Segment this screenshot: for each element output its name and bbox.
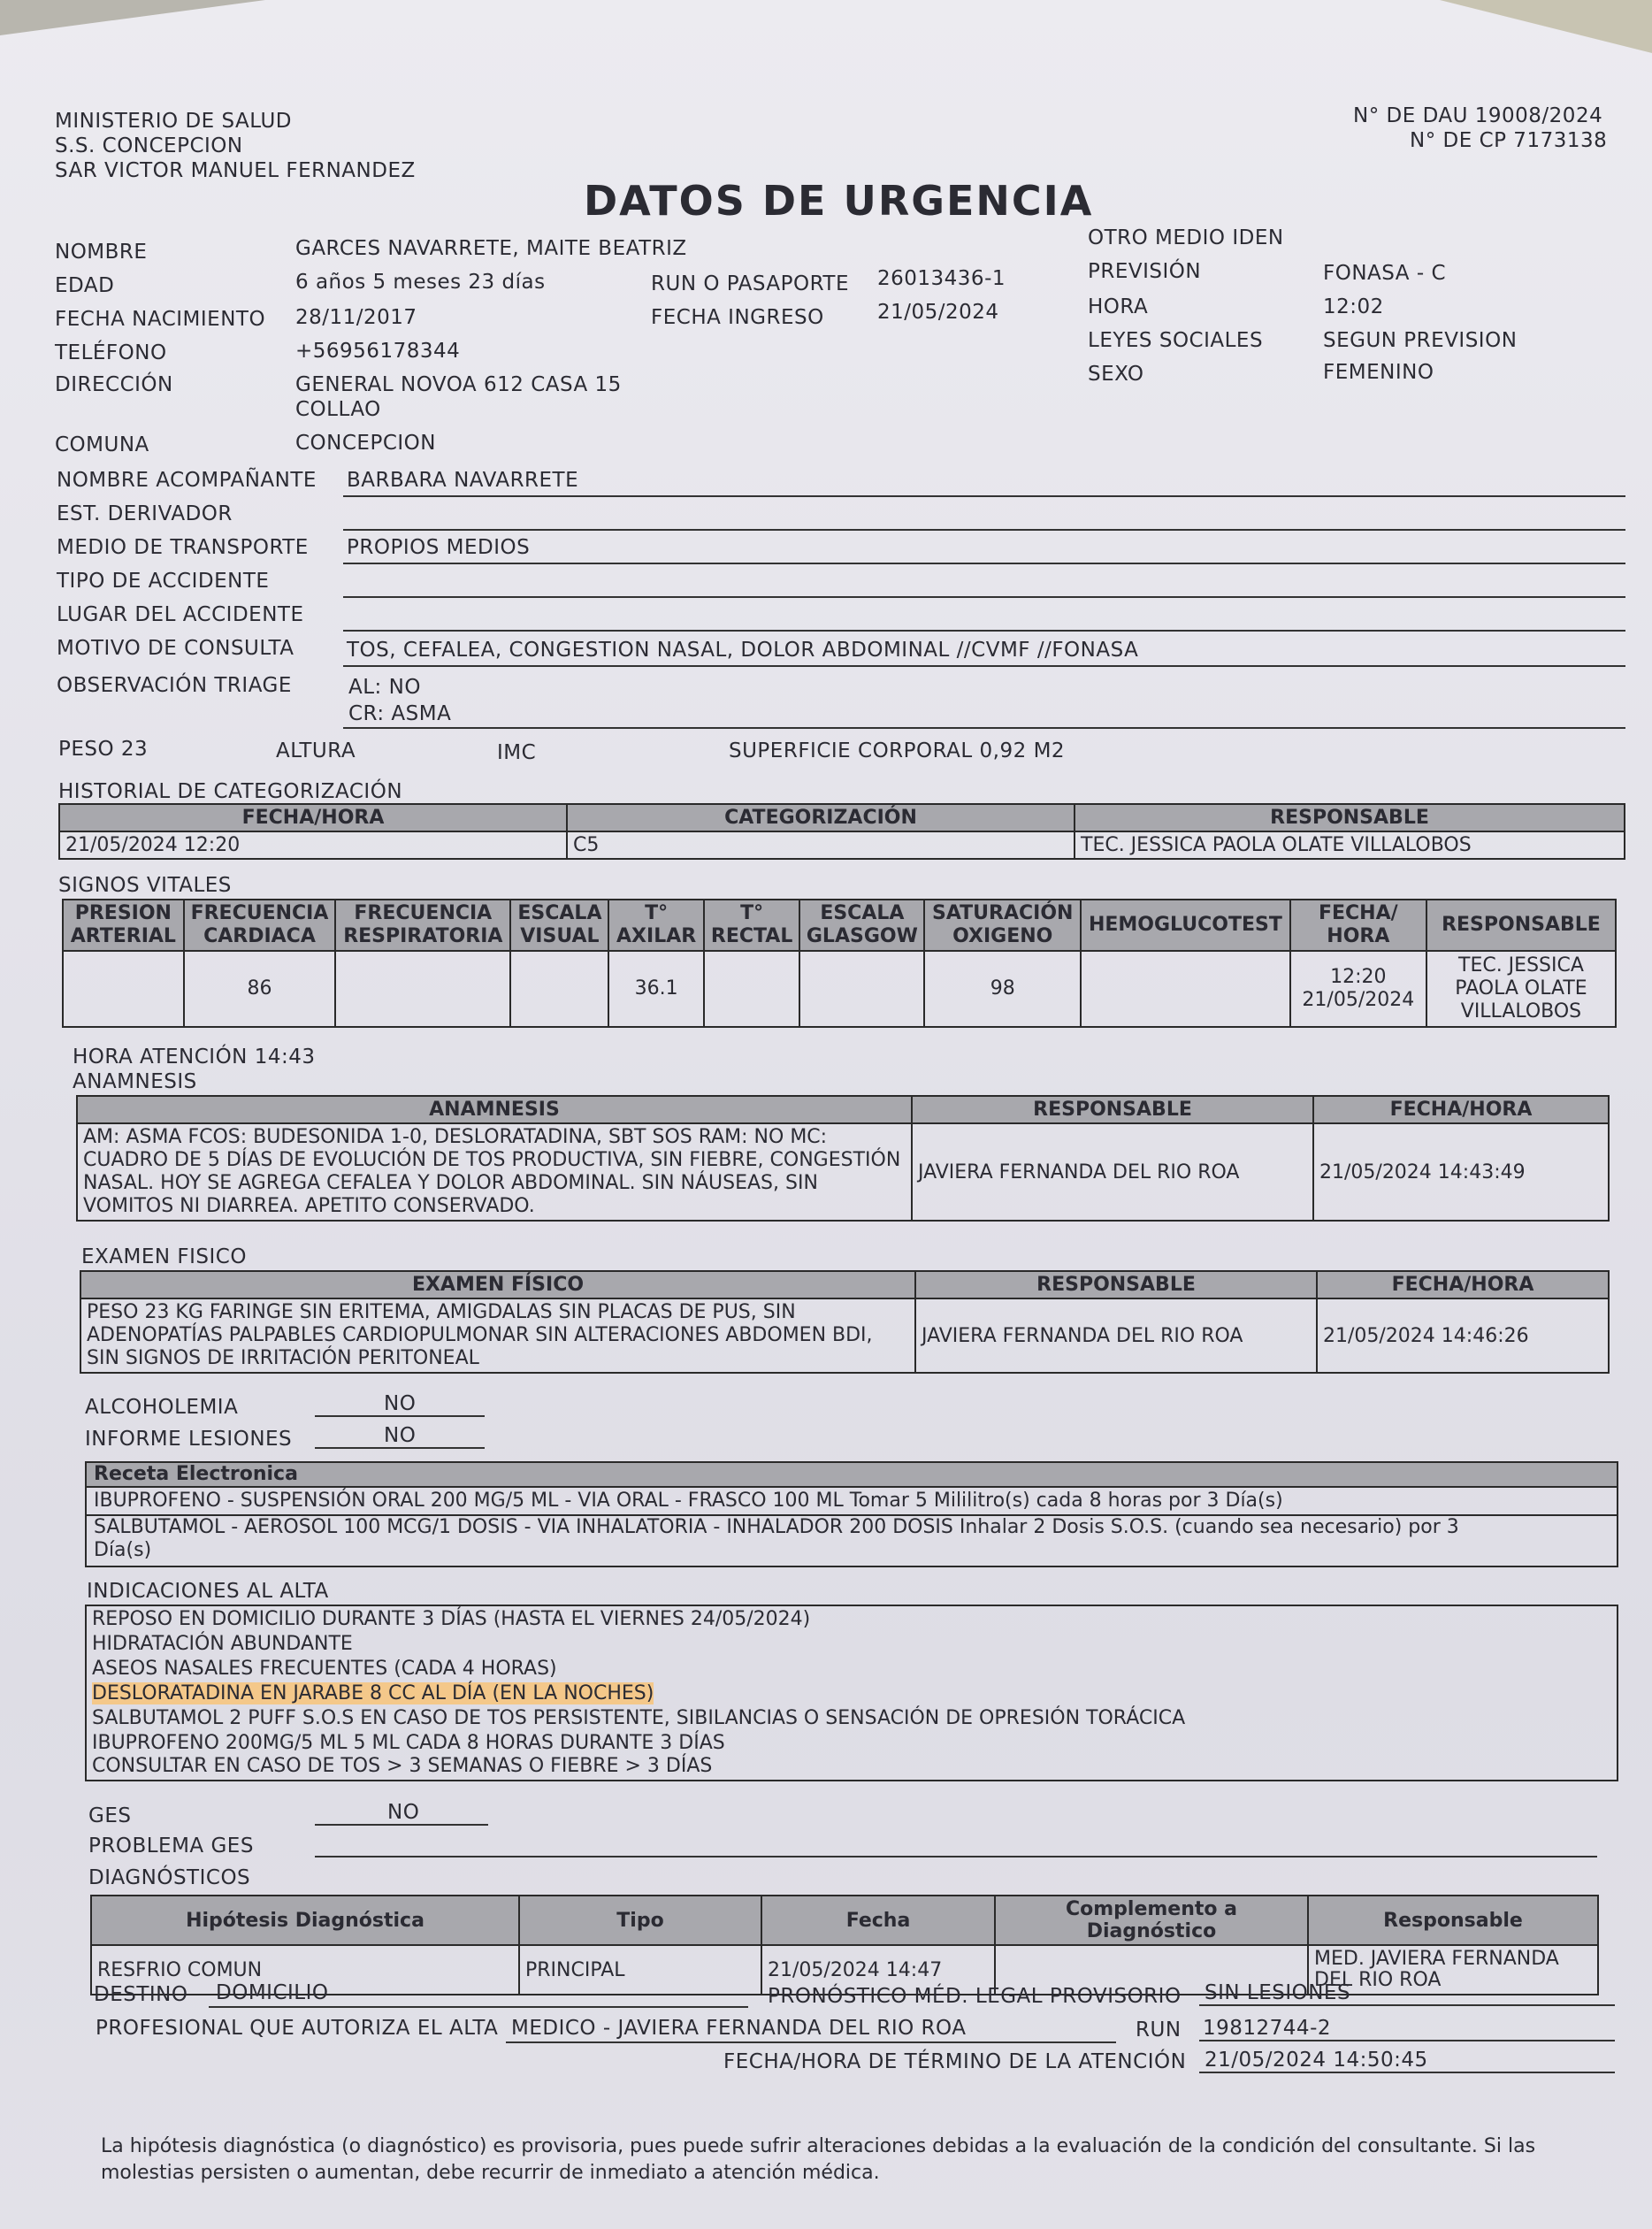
col-header: Fecha [761,1896,995,1945]
indicacion-line: IBUPROFENO 200MG/5 ML 5 ML CADA 8 HORAS DURANTE 3 DÍAS [92,1732,725,1754]
table-cell: 12:20 21/05/2024 [1290,951,1426,1027]
categorizacion-section: HISTORIAL DE CATEGORIZACIÓN [58,780,403,803]
lesiones-label: INFORME LESIONES [85,1428,293,1451]
run-alta-label: RUN [1136,2018,1182,2041]
col-header: FECHA/HORA [1313,1096,1609,1123]
altura: ALTURA [276,739,356,762]
direccion-value: GENERAL NOVOA 612 CASA 15 [295,373,622,396]
pronostico-value: SIN LESIONES [1205,1981,1351,2004]
page-corner [1440,0,1652,53]
imc: IMC [497,741,537,764]
table-cell: C5 [567,831,1075,859]
examen-text: PESO 23 KG FARINGE SIN ERITEMA, AMIGDALAS SIN PLACAS DE PUS, SIN ADENOPATÍAS PALPABLES CARDIOPULMONAR SIN ALTERACIONES ABDOMEN BDI, SIN SIGNOS DE IRRITACIÓN PERITONEAL [80,1298,915,1373]
field-underline [315,1447,485,1449]
anamnesis-responsable: JAVIERA FERNANDA DEL RIO ROA [912,1123,1313,1221]
fingreso-value: 21/05/2024 [877,301,999,324]
field-underline [343,630,1625,632]
telefono-label: TELÉFONO [55,341,167,364]
lesiones-value: NO [384,1424,417,1447]
table-cell: 21/05/2024 14:47 [761,1945,995,1995]
col-header: ANAMNESIS [77,1096,912,1123]
dau-number: N° DE DAU 19008/2024 [1353,104,1603,127]
col-header: FECHA/HORA [1317,1271,1609,1298]
diagnosticos-table [90,1895,1599,1995]
table-cell [704,951,800,1027]
col-header: Hipótesis Diagnóstica [91,1896,519,1945]
hora-label: HORA [1088,295,1149,318]
anamnesis-text: AM: ASMA FCOS: BUDESONIDA 1-0, DESLORATADINA, SBT SOS RAM: NO MC: CUADRO DE 5 DÍAS DE EVOLUCIÓN DE TOS PRODUCTIVA, SIN FIEBRE, CONGESTIÓN NASAL. HOY SE AGREGA CEFALEA Y DOLOR ABDOMINAL. SIN NÁUSEAS, SIN VOMITOS NI DIARREA. APETITO CONSERVADO. [77,1123,912,1221]
table-cell: RESFRIO COMUN [91,1945,519,1995]
leyes-value: SEGUN PREVISION [1323,329,1518,352]
col-header: FRECUENCIA CARDIACA [184,900,336,951]
prevision-label: PREVISIÓN [1088,260,1202,283]
anamnesis-fecha: 21/05/2024 14:43:49 [1313,1123,1609,1221]
examen-responsable: JAVIERA FERNANDA DEL RIO ROA [915,1298,1317,1373]
table-cell: 86 [184,951,336,1027]
cp-number: N° DE CP 7173138 [1410,129,1608,152]
table-cell [63,951,184,1027]
direccion-value-2: COLLAO [295,398,381,421]
receta-item: IBUPROFENO - SUSPENSIÓN ORAL 200 MG/5 ML - VIA ORAL - FRASCO 100 ML Tomar 5 Mililitro(s) cada 8 horas por 3 Día(s) [94,1490,1283,1512]
edad-value: 6 años 5 meses 23 días [295,271,546,294]
fingreso-label: FECHA INGRESO [651,306,824,329]
examen-section: EXAMEN FISICO [81,1245,247,1268]
table-cell: PRINCIPAL [519,1945,761,1995]
field-underline [315,1856,1597,1858]
nombre-label: NOMBRE [55,241,148,264]
col-header: SATURACIÓN OXIGENO [924,900,1081,951]
col-header: EXAMEN FÍSICO [80,1271,915,1298]
field-underline [209,2006,748,2008]
profesional-value: MEDICO - JAVIERA FERNANDA DEL RIO ROA [511,2017,967,2040]
field-underline [343,495,1625,497]
alcoholemia-label: ALCOHOLEMIA [85,1396,239,1419]
transporte-label: MEDIO DE TRANSPORTE [57,536,309,559]
table-cell [1081,951,1290,1027]
prevision-value: FONASA - C [1323,262,1447,285]
col-header: Tipo [519,1896,761,1945]
field-underline [1199,2040,1615,2041]
edad-label: EDAD [55,274,115,297]
ges-value: NO [387,1801,420,1824]
transporte-value: PROPIOS MEDIOS [347,536,531,559]
pronostico-label: PRONÓSTICO MÉD. LEGAL PROVISORIO [768,1985,1182,2008]
direccion-label: DIRECCIÓN [55,373,173,396]
col-header: RESPONSABLE [912,1096,1313,1123]
lugar-accidente-label: LUGAR DEL ACCIDENTE [57,603,304,626]
indicacion-line: CONSULTAR EN CASO DE TOS > 3 SEMANAS O FIEBRE > 3 DÍAS [92,1755,713,1777]
fnac-value: 28/11/2017 [295,306,417,329]
triage-value-2: CR: ASMA [348,702,452,725]
fnac-label: FECHA NACIMIENTO [55,308,266,331]
indicacion-line-highlighted: DESLORATADINA EN JARABE 8 CC AL DÍA (EN LA NOCHES) [92,1682,654,1704]
receta-item: Día(s) [94,1539,152,1561]
indicacion-line: ASEOS NASALES FRECUENTES (CADA 4 HORAS) [92,1658,557,1680]
col-header: Responsable [1308,1896,1598,1945]
field-underline [343,665,1625,667]
col-header: HEMOGLUCOTEST [1081,900,1290,951]
signos-section: SIGNOS VITALES [58,874,232,897]
col-header: FRECUENCIA RESPIRATORIA [335,900,510,951]
sexo-value: FEMENINO [1323,361,1434,384]
comuna-label: COMUNA [55,433,149,456]
col-header: T° RECTAL [704,900,800,951]
field-underline [1199,2004,1615,2006]
receta-header: Receta Electronica [87,1463,1617,1488]
motivo-value: TOS, CEFALEA, CONGESTION NASAL, DOLOR ABDOMINAL //CVMF //FONASA [347,639,1139,662]
profesional-label: PROFESIONAL QUE AUTORIZA EL ALTA [96,2017,499,2040]
receta-box [85,1461,1618,1567]
table-cell: 98 [924,951,1081,1027]
col-header: CATEGORIZACIÓN [567,804,1075,831]
comuna-value: CONCEPCION [295,432,436,455]
table-cell [510,951,608,1027]
field-underline [343,529,1625,531]
indicacion-line: SALBUTAMOL 2 PUFF S.O.S EN CASO DE TOS PERSISTENTE, SIBILANCIAS O SENSACIÓN DE OPRESIÓN TORÁCICA [92,1707,1186,1729]
org-line: S.S. CONCEPCION [55,134,243,157]
field-underline [343,596,1625,598]
diagnosticos-section: DIAGNÓSTICOS [88,1866,251,1889]
destino-label: DESTINO [94,1983,188,2006]
sexo-label: SEXO [1088,363,1144,386]
hora-value: 12:02 [1323,295,1384,318]
col-header: T° AXILAR [608,900,703,951]
motivo-label: MOTIVO DE CONSULTA [57,637,294,660]
org-line: SAR VICTOR MANUEL FERNANDEZ [55,159,416,182]
termino-label: FECHA/HORA DE TÉRMINO DE LA ATENCIÓN [723,2050,1187,2073]
table-cell: 21/05/2024 12:20 [59,831,567,859]
col-header: FECHA/HORA [59,804,567,831]
org-line: MINISTERIO DE SALUD [55,110,293,133]
indicacion-line: HIDRATACIÓN ABUNDANTE [92,1633,353,1655]
col-header: RESPONSABLE [1426,900,1616,951]
col-header: ESCALA VISUAL [510,900,608,951]
anamnesis-table [76,1095,1610,1222]
acompanante-value: BARBARA NAVARRETE [347,469,579,492]
tipo-accidente-label: TIPO DE ACCIDENTE [57,570,270,593]
indicacion-line: REPOSO EN DOMICILIO DURANTE 3 DÍAS (HASTA EL VIERNES 24/05/2024) [92,1608,811,1630]
field-underline [315,1415,485,1417]
col-header: RESPONSABLE [1075,804,1625,831]
table-cell: MED. JAVIERA FERNANDA DEL RIO ROA [1308,1945,1598,1995]
acompanante-label: NOMBRE ACOMPAÑANTE [57,469,317,492]
nombre-value: GARCES NAVARRETE, MAITE BEATRIZ [295,237,687,260]
table-cell: 36.1 [608,951,703,1027]
col-header: Complemento a Diagnóstico [995,1896,1308,1945]
footer-disclaimer: La hipótesis diagnóstica (o diagnóstico) es provisoria, pues puede sufrir alteraciones debidas a la evaluación de la condición del consultante. Si las molestias persisten o aumentan, debe recurrir de inmediato a atención médica. [101,2135,1536,2184]
field-underline [1199,2072,1615,2073]
table-cell: TEC. JESSICA PAOLA OLATE VILLALOBOS [1426,951,1616,1027]
indicaciones-section: INDICACIONES AL ALTA [87,1580,329,1603]
destino-value: DOMICILIO [216,1981,329,2004]
alcoholemia-value: NO [384,1392,417,1415]
examen-fecha: 21/05/2024 14:46:26 [1317,1298,1609,1373]
receta-item: SALBUTAMOL - AEROSOL 100 MCG/1 DOSIS - VIA INHALATORIA - INHALADOR 200 DOSIS Inhalar 2 Dosis S.O.S. (cuando sea necesario) por 3 [94,1516,1459,1538]
table-cell: TEC. JESSICA PAOLA OLATE VILLALOBOS [1075,831,1625,859]
termino-value: 21/05/2024 14:50:45 [1205,2049,1428,2072]
signos-vitales-table [62,899,1617,1028]
ges-label: GES [88,1804,132,1827]
page-corner [0,0,265,35]
examen-table [80,1270,1610,1374]
triage-value: AL: NO [348,676,421,699]
col-header: ESCALA GLASGOW [799,900,924,951]
page-title: DATOS DE URGENCIA [584,177,1094,225]
leyes-label: LEYES SOCIALES [1088,329,1264,352]
indicaciones-box [85,1605,1618,1781]
table-cell [335,951,510,1027]
field-underline [315,1824,488,1826]
field-underline [343,727,1625,729]
table-cell [799,951,924,1027]
derivador-label: EST. DERIVADOR [57,502,233,525]
run-label: RUN O PASAPORTE [651,272,850,295]
telefono-value: +56956178344 [295,340,461,363]
run-value: 26013436-1 [877,267,1006,290]
problema-ges-label: PROBLEMA GES [88,1835,254,1858]
col-header: PRESION ARTERIAL [63,900,184,951]
col-header: RESPONSABLE [915,1271,1317,1298]
run-alta-value: 19812744-2 [1203,2017,1331,2040]
otro-medio-label: OTRO MEDIO IDEN [1088,226,1284,249]
hora-atencion: HORA ATENCIÓN 14:43 [73,1046,316,1069]
col-header: FECHA/ HORA [1290,900,1426,951]
triage-label: OBSERVACIÓN TRIAGE [57,674,292,697]
field-underline [506,2041,1116,2043]
field-underline [343,563,1625,564]
categorizacion-table [58,803,1625,860]
anamnesis-section: ANAMNESIS [73,1070,197,1093]
superficie-corporal: SUPERFICIE CORPORAL 0,92 M2 [729,739,1066,762]
peso: PESO 23 [58,738,149,761]
